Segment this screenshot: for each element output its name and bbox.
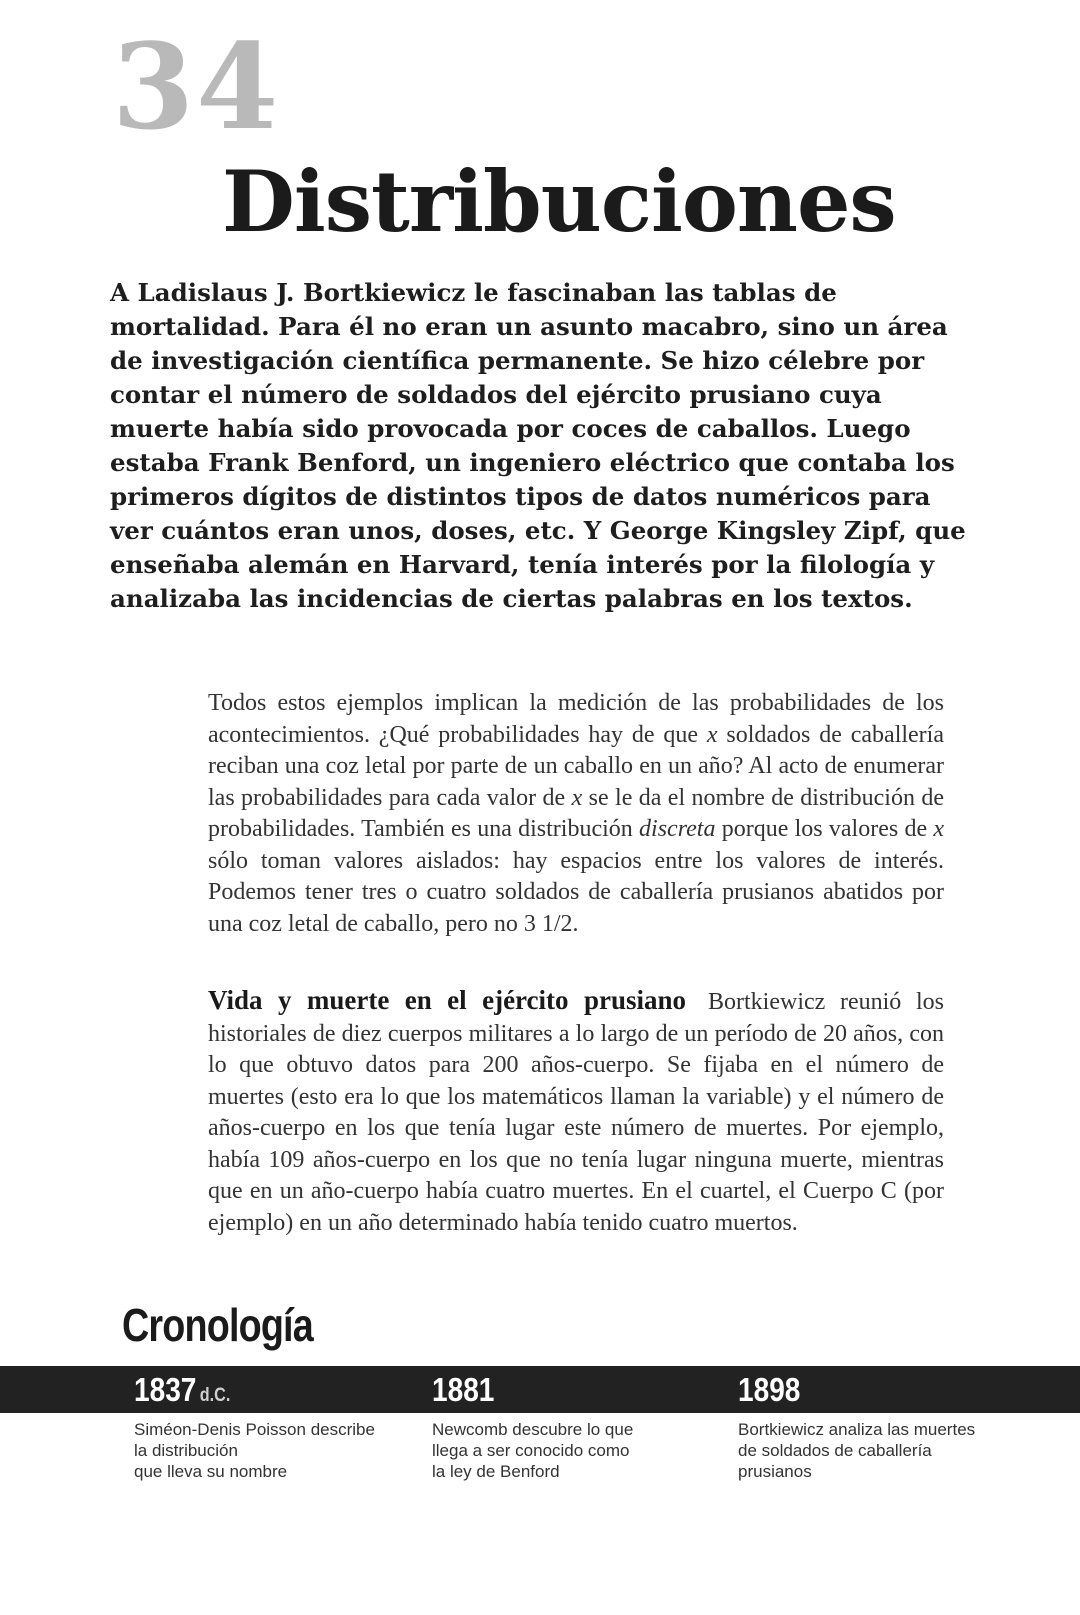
intro-paragraph: A Ladislaus J. Bortkiewicz le fascinaban las tablas de mortalidad. Para él no eran un asunto macabro, sino un área de investigación científica permanente. Se hizo célebre por contar el número de soldados del ejército prusiano cuya muerte había sido provocada por coces de caballos. Luego estaba Frank Benford, un ingeniero eléctrico que contaba los primeros dígitos de distintos tipos de datos numéricos para ver cuántos eran unos, doses, etc. Y George Kingsley Zipf, que enseñaba alemán en Harvard, tenía interés por la filología y analizaba las incidencias de ciertas palabras en los textos. [110, 278, 966, 613]
year-label: 1881 [432, 1371, 495, 1408]
section-subheading: Vida y muerte en el ejército prusiano [208, 985, 687, 1015]
era-label: d.C. [199, 1385, 231, 1406]
variable-x: x [933, 816, 944, 842]
year-label: 1898 [738, 1371, 801, 1408]
timeline-title: Cronología [122, 1299, 313, 1351]
chapter-title: Distribuciones [222, 152, 896, 251]
timeline-year-3 [738, 1372, 800, 1408]
timeline-year-1 [134, 1372, 230, 1414]
timeline-entry-1: Siméon-Denis Poisson describe la distribución que lleva su nombre [134, 1420, 375, 1481]
text-run: porque los valores de [715, 816, 934, 842]
timeline-entry-3: Bortkiewicz analiza las muertes de soldados de caballería prusianos [738, 1420, 976, 1481]
variable-x: x [706, 721, 718, 748]
text-run: sólo toman valores aislados: hay espacios entre los valores de interés. Podemos tener tres o cuatro soldados de caballería prusianos abatidos por una coz letal de caballo, pero no 3 1/2. [208, 847, 944, 937]
body-paragraph-1 [208, 688, 944, 940]
text-run: soldados de caballería reciban una coz letal por parte de un caballo en un año? Al acto de enumerar las probabilidades para cada valor de [208, 721, 944, 811]
body-paragraph-2 [208, 985, 944, 1239]
text-run: Bortkiewicz reunió los historiales de diez cuerpos militares a lo largo de un período de 20 años, con lo que obtuvo datos para 200 años-cuerpo. Se fijaba en el número de muertes (esto era lo que los matemáticos llaman la variable) y el número de años-cuerpo en los que tenía lugar este número de muertes. Por ejemplo, había 109 años-cuerpo en los que no tenía lugar ninguna muerte, mientras que en un año-cuerpo había cuatro muertes. En el cuartel, el Cuerpo C (por ejemplo) en un año determinado había tenido cuatro muertos. [208, 989, 944, 1236]
timeline-entry-2: Newcomb descubre lo que llega a ser conocido como la ley de Benford [432, 1420, 634, 1481]
timeline-year-2 [432, 1372, 494, 1408]
year-label: 1837 [134, 1371, 197, 1408]
variable-x: x [571, 784, 583, 811]
emphasis-discreta: discreta [639, 816, 716, 842]
text-run: Todos estos ejemplos implican la medición de las probabilidades de los acontecimientos. ¿Qué probabilidades hay de que [208, 690, 944, 748]
chapter-number: 34 [112, 17, 281, 156]
text-run: se le da el nombre de distribución de probabilidades. También es una distribución [208, 784, 944, 842]
